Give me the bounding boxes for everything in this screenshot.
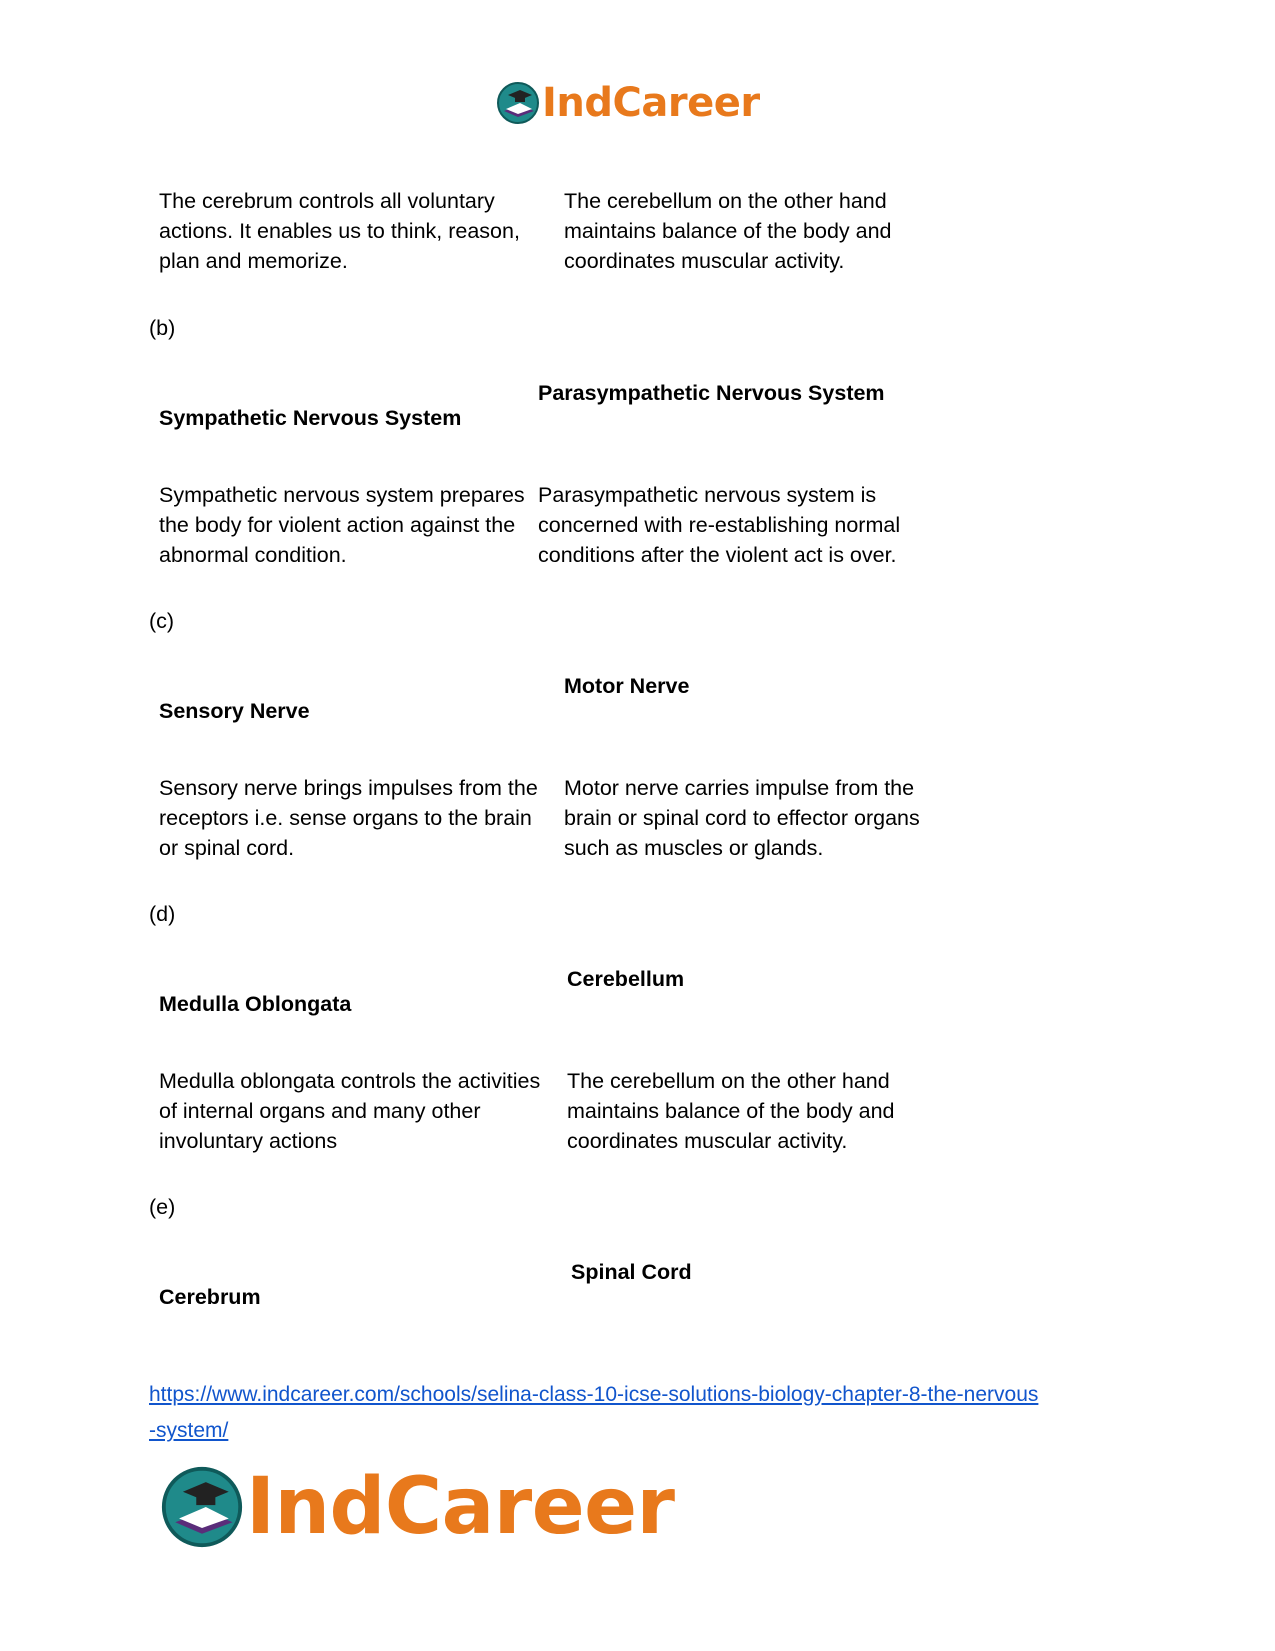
row-a-right-body: The cerebellum on the other hand maintains balance of the body and coordinates muscular activity. — [564, 189, 892, 273]
heading-motor-nerve: Motor Nerve — [564, 674, 690, 698]
section-marker-d: (d) — [149, 902, 176, 926]
heading-cerebrum: Cerebrum — [159, 1285, 261, 1309]
body-medulla-oblongata: Medulla oblongata controls the activities of internal organs and many other involuntary actions — [159, 1069, 541, 1153]
row-a-left-body: The cerebrum controls all voluntary actions. It enables us to think, reason, plan and memorize. — [159, 189, 520, 273]
body-motor-nerve: Motor nerve carries impulse from the brain or spinal cord to effector organs such as muscles or glands. — [564, 776, 920, 860]
heading-sensory-nerve: Sensory Nerve — [159, 699, 310, 723]
heading-spinal-cord: Spinal Cord — [571, 1260, 692, 1284]
section-marker-c: (c) — [149, 609, 175, 633]
body-sympathetic: Sympathetic nervous system prepares the body for violent action against the abnormal condition. — [159, 483, 525, 567]
logo-wordmark: IndCareer — [542, 80, 760, 126]
body-sensory-nerve: Sensory nerve brings impulses from the receptors i.e. sense organs to the brain or spinal cord. — [159, 776, 538, 860]
heading-sympathetic: Sympathetic Nervous System — [159, 406, 462, 430]
source-link-line-1[interactable]: https://www.indcareer.com/schools/selina-class-10-icse-solutions-biology-chapter-8-the-nervous — [149, 1383, 1039, 1406]
body-cerebellum: The cerebellum on the other hand maintains balance of the body and coordinates muscular activity. — [567, 1069, 895, 1153]
source-link[interactable] — [149, 1377, 1149, 1449]
source-link-line-2[interactable]: -system/ — [149, 1419, 229, 1442]
heading-cerebellum: Cerebellum — [567, 967, 685, 991]
heading-parasympathetic: Parasympathetic Nervous System — [538, 381, 885, 405]
body-parasympathetic: Parasympathetic nervous system is concerned with re-establishing normal conditions after the violent act is over. — [538, 483, 901, 567]
footer-logo — [160, 1462, 675, 1552]
graduation-book-icon — [496, 81, 540, 125]
section-marker-b: (b) — [149, 316, 176, 340]
graduation-book-icon — [160, 1465, 244, 1549]
header-logo — [496, 80, 760, 126]
heading-medulla-oblongata: Medulla Oblongata — [159, 992, 352, 1016]
section-marker-e: (e) — [149, 1195, 176, 1219]
logo-wordmark: IndCareer — [246, 1462, 675, 1552]
